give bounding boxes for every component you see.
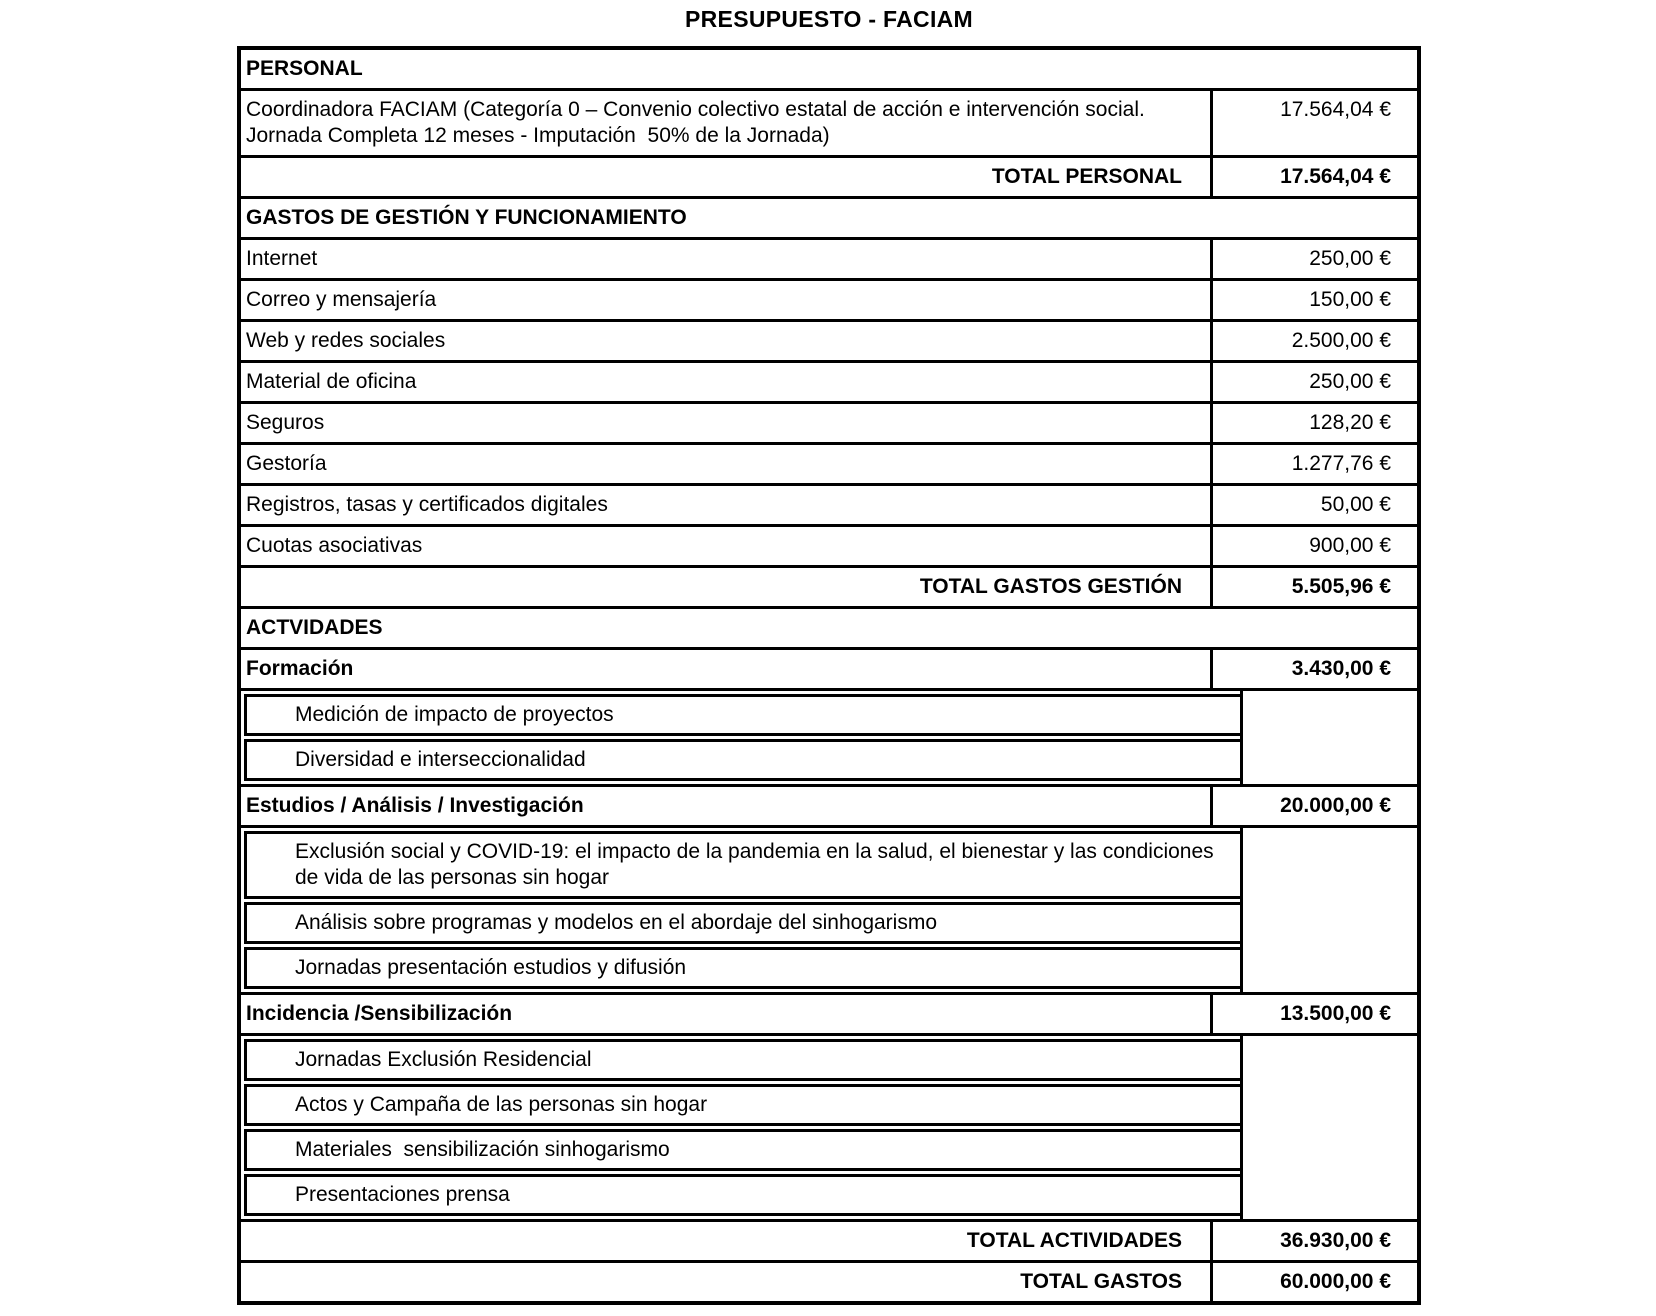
sub-item: Presentaciones prensa bbox=[244, 1174, 1240, 1216]
category-amount: 13.500,00 € bbox=[1210, 995, 1417, 1033]
sub-item: Medición de impacto de proyectos bbox=[244, 694, 1240, 736]
row-amount: 50,00 € bbox=[1210, 486, 1417, 524]
subgroup-estudios bbox=[241, 825, 1417, 992]
sub-item: Materiales sensibilización sinhogarismo bbox=[244, 1129, 1240, 1171]
row-label: Coordinadora FACIAM (Categoría 0 – Convenio colectivo estatal de acción e intervención social. Jornada Completa 12 meses - Imputación 50% de la Jornada) bbox=[246, 98, 1151, 147]
category-label: Formación bbox=[246, 657, 354, 680]
sub-item: Jornadas Exclusión Residencial bbox=[244, 1039, 1240, 1081]
table-row-registros bbox=[241, 483, 1417, 524]
table-row-total-gastos bbox=[241, 1260, 1417, 1301]
sub-item: Jornadas presentación estudios y difusión bbox=[244, 947, 1240, 989]
sub-item: Actos y Campaña de las personas sin hogar bbox=[244, 1084, 1240, 1126]
row-label: Material de oficina bbox=[246, 370, 417, 393]
table-row-cuotas bbox=[241, 524, 1417, 565]
section-header-gastos-gestion bbox=[241, 196, 1417, 237]
row-amount: 17.564,04 € bbox=[1210, 91, 1417, 155]
section-label: PERSONAL bbox=[246, 57, 363, 80]
total-label: TOTAL GASTOS bbox=[1020, 1270, 1182, 1293]
subgroup-formacion bbox=[241, 688, 1417, 784]
row-amount: 1.277,76 € bbox=[1210, 445, 1417, 483]
category-amount: 3.430,00 € bbox=[1210, 650, 1417, 688]
section-header-personal bbox=[241, 50, 1417, 88]
row-amount: 2.500,00 € bbox=[1210, 322, 1417, 360]
table-row-total-gastos-gestion bbox=[241, 565, 1417, 606]
row-label: Web y redes sociales bbox=[246, 329, 446, 352]
row-label: Seguros bbox=[246, 411, 325, 434]
row-amount: 250,00 € bbox=[1210, 240, 1417, 278]
table-row-seguros bbox=[241, 401, 1417, 442]
category-label: Incidencia /Sensibilización bbox=[246, 1002, 513, 1025]
total-amount: 17.564,04 € bbox=[1210, 158, 1417, 196]
total-label: TOTAL ACTIVIDADES bbox=[966, 1229, 1182, 1252]
subgroup-incidencia bbox=[241, 1033, 1417, 1219]
table-row-total-personal bbox=[241, 155, 1417, 196]
subgroup-items bbox=[241, 1036, 1240, 1219]
table-row-material-oficina bbox=[241, 360, 1417, 401]
row-amount: 250,00 € bbox=[1210, 363, 1417, 401]
table-row-correo bbox=[241, 278, 1417, 319]
category-label: Estudios / Análisis / Investigación bbox=[246, 794, 584, 817]
total-amount: 60.000,00 € bbox=[1210, 1263, 1417, 1301]
table-row-internet bbox=[241, 237, 1417, 278]
table-row-estudios bbox=[241, 784, 1417, 825]
section-label: GASTOS DE GESTIÓN Y FUNCIONAMIENTO bbox=[246, 206, 687, 229]
table-row-web-redes bbox=[241, 319, 1417, 360]
section-header-actividades bbox=[241, 606, 1417, 647]
sub-item: Exclusión social y COVID-19: el impacto de la pandemia en la salud, el bienestar y las condiciones de vida de las personas sin hogar bbox=[244, 831, 1240, 899]
table-row-gestoria bbox=[241, 442, 1417, 483]
table-row-coordinadora bbox=[241, 88, 1417, 155]
row-label: Cuotas asociativas bbox=[246, 534, 423, 557]
subgroup-empty-amount bbox=[1240, 828, 1417, 992]
table-row-formacion bbox=[241, 647, 1417, 688]
total-amount: 5.505,96 € bbox=[1210, 568, 1417, 606]
budget-table bbox=[237, 46, 1421, 1305]
subgroup-items bbox=[241, 828, 1240, 992]
total-label: TOTAL PERSONAL bbox=[991, 165, 1182, 188]
total-amount: 36.930,00 € bbox=[1210, 1222, 1417, 1260]
total-label: TOTAL GASTOS GESTIÓN bbox=[919, 575, 1182, 598]
category-amount: 20.000,00 € bbox=[1210, 787, 1417, 825]
row-label: Correo y mensajería bbox=[246, 288, 437, 311]
row-label: Internet bbox=[246, 247, 318, 270]
subgroup-items bbox=[241, 691, 1240, 784]
row-label: Gestoría bbox=[246, 452, 327, 475]
table-row-total-actividades bbox=[241, 1219, 1417, 1260]
subgroup-empty-amount bbox=[1240, 691, 1417, 784]
section-label: ACTVIDADES bbox=[246, 616, 383, 639]
row-amount: 900,00 € bbox=[1210, 527, 1417, 565]
subgroup-empty-amount bbox=[1240, 1036, 1417, 1219]
row-amount: 150,00 € bbox=[1210, 281, 1417, 319]
row-amount: 128,20 € bbox=[1210, 404, 1417, 442]
sub-item: Diversidad e interseccionalidad bbox=[244, 739, 1240, 781]
sub-item: Análisis sobre programas y modelos en el abordaje del sinhogarismo bbox=[244, 902, 1240, 944]
page-title: PRESUPUESTO - FACIAM bbox=[685, 6, 973, 32]
row-label: Registros, tasas y certificados digitales bbox=[246, 493, 608, 516]
table-row-incidencia bbox=[241, 992, 1417, 1033]
